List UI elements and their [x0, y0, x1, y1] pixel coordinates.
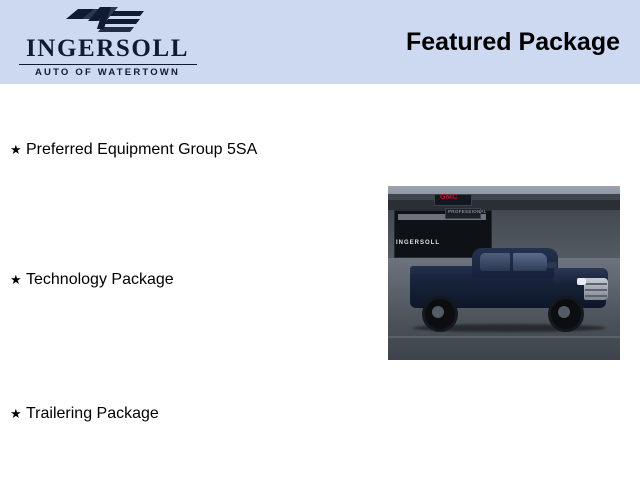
truck-grille-bar — [585, 295, 607, 297]
gmc-sign — [434, 194, 472, 206]
logo-divider — [19, 64, 197, 65]
truck-rear-wheel — [422, 296, 458, 332]
feature-label: Trailering Package — [26, 405, 159, 422]
vehicle-photo — [388, 186, 620, 360]
ingersoll-stripes-logo-icon — [48, 7, 168, 33]
photo-ground-line — [388, 336, 620, 338]
professional-sign — [445, 208, 481, 219]
feature-label: Technology Package — [26, 271, 174, 288]
truck-front-window — [513, 253, 547, 271]
truck-grille-bar — [585, 283, 607, 285]
truck-front-wheel — [548, 296, 584, 332]
truck-headlight — [577, 278, 586, 285]
header-banner — [0, 0, 640, 84]
dealer-logo — [10, 7, 205, 78]
list-item — [10, 270, 174, 290]
list-item — [10, 404, 159, 424]
feature-label: Preferred Equipment Group 5SA — [26, 141, 258, 158]
dealer-name: INGERSOLL — [25, 34, 190, 62]
star-icon: ★ — [10, 406, 22, 421]
list-item — [10, 140, 257, 160]
dealer-subtitle: AUTO OF WATERTOWN — [34, 66, 181, 78]
truck-rear-window — [480, 253, 510, 271]
truck-illustration — [406, 240, 612, 334]
photo-building-band — [388, 200, 620, 210]
truck-grille-bar — [585, 289, 607, 291]
star-icon: ★ — [10, 142, 22, 157]
page-title: Featured Package — [406, 27, 620, 56]
star-icon: ★ — [10, 272, 22, 287]
dealer-sign-text: INGERSOLL — [396, 240, 441, 246]
